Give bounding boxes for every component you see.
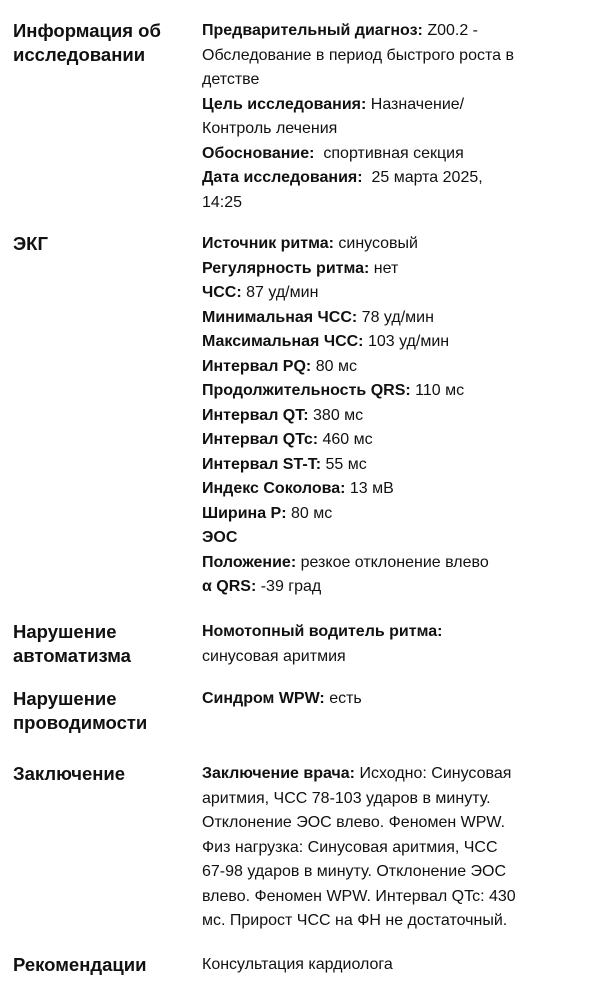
reason-row xyxy=(202,142,594,167)
section-label-automatism xyxy=(13,620,193,668)
conduction-content xyxy=(202,687,594,712)
automatism-content xyxy=(202,620,594,669)
ecg-row xyxy=(202,404,594,429)
purpose-value: Назначение/ xyxy=(366,95,465,113)
conclusion-text-line: 67-98 ударов в минуту. Отклонение ЭОС xyxy=(202,863,507,880)
ecg-key: Интервал QTc: xyxy=(202,431,319,448)
ecg-value: -39 град xyxy=(256,578,322,595)
ecg-value: синусовый xyxy=(333,235,418,252)
wpw-row xyxy=(202,687,594,712)
ecg-content xyxy=(202,232,594,600)
diagnosis-key: Предварительный диагноз: xyxy=(202,22,423,39)
recommendation-text: Консультация кардиолога xyxy=(202,956,393,973)
conclusion-text-line: Физ нагрузка: Синусовая аритмия, ЧСС xyxy=(202,838,498,856)
ecg-row xyxy=(202,551,594,576)
ecg-key: Положение: xyxy=(202,553,297,571)
ecg-row xyxy=(202,281,594,306)
label-line: проводимости xyxy=(13,712,148,733)
ecg-row xyxy=(202,379,594,404)
ecg-row xyxy=(202,477,594,502)
section-label-recommendations xyxy=(13,953,193,977)
wpw-key: Синдром WPW: xyxy=(202,690,325,707)
ecg-value: 55 мс xyxy=(321,455,367,473)
ecg-key: α QRS: xyxy=(202,578,257,595)
date-value-line: 14:25 xyxy=(202,193,243,211)
ecg-value: 87 уд/мин xyxy=(241,284,319,301)
ecg-value: 80 мс xyxy=(311,357,357,375)
label-line: Нарушение xyxy=(13,688,117,709)
label-line: автоматизма xyxy=(13,645,131,666)
purpose-row xyxy=(202,93,594,118)
ecg-value: 460 мс xyxy=(318,431,373,448)
ecg-row xyxy=(202,526,594,551)
ecg-value: нет xyxy=(369,259,399,277)
section-label-conclusion xyxy=(13,762,193,786)
conclusion-text-line: влево. Феномен WPW. Интервал QTc: 430 xyxy=(202,887,516,905)
section-label-ecg xyxy=(13,232,193,256)
conclusion-text-line: мс. Прирост ЧСС на ФН не достаточный. xyxy=(202,912,508,929)
conclusion-text-line: аритмия, ЧСС 78-103 ударов в минуту. xyxy=(202,789,491,807)
diagnosis-value-line: Обследование в период быстрого роста в xyxy=(202,46,514,64)
ecg-row xyxy=(202,502,594,527)
ecg-key: ЧСС: xyxy=(202,284,242,301)
conclusion-text: Исходно: Синусовая xyxy=(355,765,512,782)
date-value: 25 марта 2025, xyxy=(362,169,483,186)
section-label-study-info xyxy=(13,19,193,67)
ecg-row xyxy=(202,355,594,380)
pacemaker-key: Номотопный водитель ритма: xyxy=(202,623,443,640)
ecg-row xyxy=(202,428,594,453)
purpose-key: Цель исследования: xyxy=(202,95,367,113)
ecg-row xyxy=(202,453,594,478)
section-label-conduction xyxy=(13,687,193,735)
conclusion-key: Заключение врача: xyxy=(202,765,355,782)
ecg-key: Источник ритма: xyxy=(202,235,334,252)
wpw-value: есть xyxy=(324,690,362,707)
ecg-key: Интервал QT: xyxy=(202,406,309,424)
date-row xyxy=(202,166,594,191)
ecg-key: Интервал ST-T: xyxy=(202,455,322,473)
ecg-value: 110 мс xyxy=(410,382,465,399)
ecg-key: Ширина P: xyxy=(202,504,287,522)
pacemaker-value: синусовая аритмия xyxy=(202,647,346,665)
label-line: Рекомендации xyxy=(13,954,147,975)
ecg-row xyxy=(202,575,594,600)
diagnosis-row xyxy=(202,19,594,44)
reason-key: Обоснование: xyxy=(202,144,315,162)
ecg-key: Минимальная ЧСС: xyxy=(202,308,358,326)
ecg-row xyxy=(202,306,594,331)
label-line: ЭКГ xyxy=(13,233,48,254)
ecg-key: Максимальная ЧСС: xyxy=(202,333,364,350)
date-key: Дата исследования: xyxy=(202,169,363,186)
label-line: Заключение xyxy=(13,763,126,784)
ecg-key: Регулярность ритма: xyxy=(202,259,370,277)
label-line: Информация об xyxy=(13,20,161,41)
ecg-value: 80 мс xyxy=(286,504,333,522)
label-line: исследовании xyxy=(13,44,146,65)
ecg-value: 380 мс xyxy=(308,406,364,424)
ecg-value: 13 мВ xyxy=(345,480,394,497)
ecg-key: Продолжительность QRS: xyxy=(202,382,411,399)
study-info-content xyxy=(202,19,594,215)
reason-value: спортивная секция xyxy=(314,144,464,162)
ecg-row xyxy=(202,330,594,355)
ecg-value: 78 уд/мин xyxy=(357,308,434,326)
ecg-key: ЭОС xyxy=(202,529,238,546)
conclusion-content xyxy=(202,762,594,934)
conclusion-text-line: Отклонение ЭОС влево. Феномен WPW. xyxy=(202,814,506,831)
label-line: Нарушение xyxy=(13,621,117,642)
ecg-key: Интервал PQ: xyxy=(202,357,312,375)
diagnosis-value: Z00.2 - xyxy=(422,22,479,39)
diagnosis-value-line: детстве xyxy=(202,71,260,88)
recommendations-content xyxy=(202,953,594,978)
conclusion-row xyxy=(202,762,594,787)
ecg-row xyxy=(202,232,594,257)
ecg-value: 103 уд/мин xyxy=(363,333,450,350)
ecg-value: резкое отклонение влево xyxy=(296,553,489,571)
ecg-key: Индекс Соколова: xyxy=(202,480,346,497)
purpose-value-line: Контроль лечения xyxy=(202,120,338,137)
ecg-row xyxy=(202,257,594,282)
